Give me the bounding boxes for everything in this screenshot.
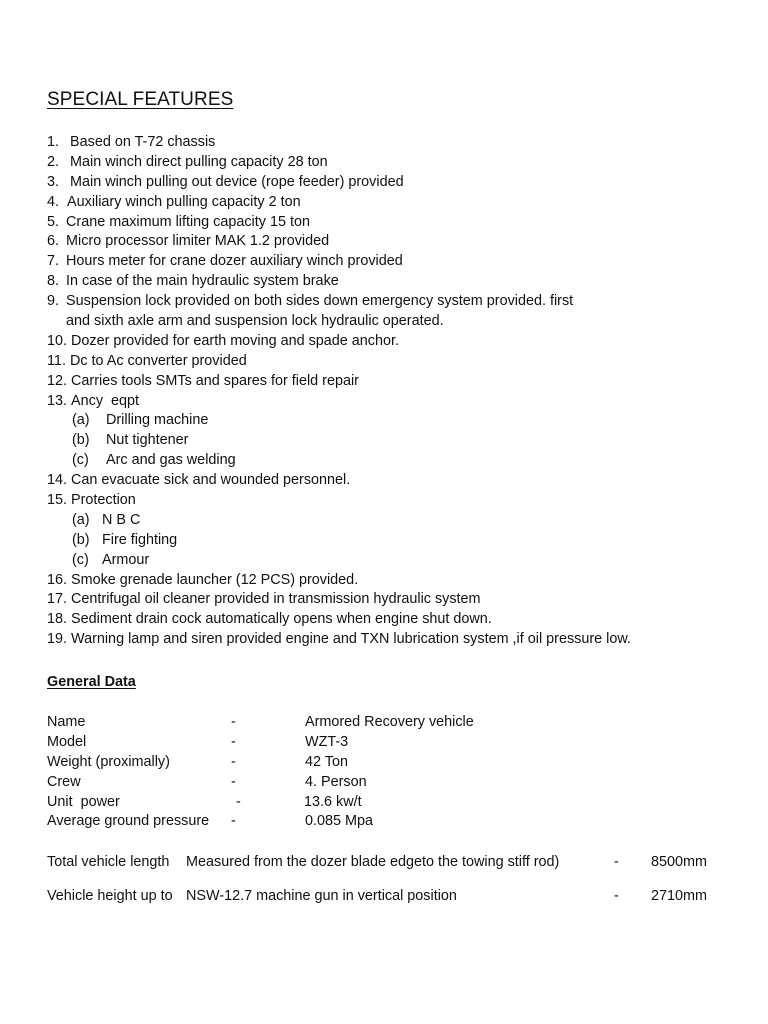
row-separator: - — [231, 773, 236, 790]
sub-item-text: Armour — [102, 551, 150, 568]
item-number: 9. — [47, 293, 60, 310]
list-item — [47, 213, 747, 233]
list-item — [47, 292, 747, 312]
row-label: Weight (proximally) — [47, 753, 170, 770]
list-item — [47, 372, 747, 392]
item-text: Protection — [71, 492, 136, 509]
list-item — [47, 193, 747, 213]
sub-item-text: Fire fighting — [102, 531, 178, 548]
item-text: Suspension lock provided on both sides down emergency system provided. first — [66, 293, 574, 310]
list-item — [47, 252, 747, 272]
list-item — [47, 173, 747, 193]
sub-item-label: (c) — [72, 551, 89, 568]
list-item — [47, 392, 747, 412]
list-item — [47, 153, 747, 173]
sub-item-text: Drilling machine — [106, 412, 209, 429]
sub-item-label: (c) — [72, 452, 89, 469]
sub-item — [47, 431, 747, 451]
row-separator: - — [231, 813, 236, 830]
item-text: Based on T-72 chassis — [70, 134, 216, 150]
row-label: Unit power — [47, 793, 120, 810]
item-number: 6. — [47, 233, 60, 250]
item-text: Carries tools SMTs and spares for field repair — [71, 372, 359, 389]
item-text: Sediment drain cock automatically opens when engine shut down. — [71, 611, 492, 628]
item-text: In case of the main hydraulic system brake — [66, 273, 339, 290]
item-number: 5. — [47, 213, 60, 230]
item-text: Main winch pulling out device (rope feeder) provided — [70, 173, 404, 190]
sub-item-label: (b) — [72, 432, 90, 449]
row-label: Crew — [47, 773, 81, 790]
sub-item-label: (a) — [72, 511, 90, 528]
row-separator: - — [231, 753, 236, 770]
row-separator: - — [231, 714, 236, 730]
general-data-heading: General Data — [47, 674, 136, 690]
row-label: Model — [47, 733, 87, 750]
item-number: 17. — [47, 591, 68, 608]
row-separator: - — [236, 793, 241, 810]
list-item — [47, 571, 747, 591]
item-text: Centrifugal oil cleaner provided in transmission hydraulic system — [71, 591, 481, 608]
sub-item — [47, 451, 747, 471]
row-separator: - — [231, 733, 236, 750]
item-text: Dozer provided for earth moving and spade anchor. — [71, 332, 399, 349]
row-value: 0.085 Mpa — [305, 813, 374, 830]
spec-description: Measured from the dozer blade edgeto the towing stiff rod) — [186, 854, 560, 870]
spec-label: Total vehicle length — [47, 854, 170, 870]
item-text: Dc to Ac converter provided — [69, 352, 247, 369]
item-number: 10. — [47, 332, 68, 349]
item-number: 11. — [47, 352, 66, 369]
item-text: Auxiliary winch pulling capacity 2 ton — [67, 193, 301, 210]
list-item — [47, 272, 747, 292]
item-number: 4. — [47, 193, 60, 210]
spec-row-length — [47, 852, 727, 872]
item-number: 18. — [47, 611, 68, 628]
sub-item — [47, 511, 747, 531]
spec-value: 2710mm — [651, 888, 707, 904]
sub-item-text: Nut tightener — [106, 432, 189, 449]
list-item-continuation — [47, 312, 747, 332]
item-number: 2. — [47, 153, 60, 170]
sub-item-text: Arc and gas welding — [106, 452, 236, 469]
spec-separator: - — [614, 888, 619, 904]
row-value: 42 Ton — [305, 753, 348, 770]
list-item — [47, 471, 747, 491]
row-value: 4. Person — [305, 773, 367, 790]
sub-item — [47, 551, 747, 571]
item-number: 1. — [47, 134, 60, 150]
item-number: 13. — [47, 392, 68, 409]
item-text: Main winch direct pulling capacity 28 ton — [70, 153, 328, 170]
item-number: 7. — [47, 253, 60, 270]
row-value: Armored Recovery vehicle — [305, 714, 474, 730]
item-text: Ancy eqpt — [71, 392, 140, 409]
item-text: Warning lamp and siren provided engine and TXN lubrication system ,if oil pressure low. — [71, 631, 631, 648]
sub-item — [47, 531, 747, 551]
list-item — [47, 590, 747, 610]
item-number: 12. — [47, 372, 68, 389]
list-item — [47, 332, 747, 352]
row-value: WZT-3 — [305, 733, 349, 750]
item-number: 15. — [47, 492, 68, 509]
sub-item-label: (b) — [72, 531, 90, 548]
spec-separator: - — [614, 854, 619, 870]
list-item — [47, 610, 747, 630]
row-label: Average ground pressure — [47, 813, 210, 830]
item-number: 14. — [47, 472, 68, 489]
spec-description: NSW-12.7 machine gun in vertical position — [186, 888, 457, 904]
item-text: Can evacuate sick and wounded personnel. — [71, 472, 351, 489]
item-number: 16. — [47, 571, 68, 588]
list-item — [47, 630, 747, 650]
item-text: Micro processor limiter MAK 1.2 provided — [66, 233, 330, 250]
sub-item — [47, 411, 747, 431]
list-item — [47, 133, 747, 153]
row-label: Name — [47, 714, 86, 730]
spec-label: Vehicle height up to — [47, 888, 173, 904]
sub-item-label: (a) — [72, 412, 90, 429]
item-text: Hours meter for crane dozer auxiliary winch provided — [66, 253, 403, 270]
list-item — [47, 491, 747, 511]
list-item — [47, 352, 747, 372]
spec-value: 8500mm — [651, 854, 707, 870]
row-value: 13.6 kw/t — [304, 793, 362, 810]
features-list — [47, 133, 747, 650]
item-number: 3. — [47, 173, 60, 190]
sub-item-text: N B C — [102, 511, 141, 528]
item-text: Crane maximum lifting capacity 15 ton — [66, 213, 310, 230]
spec-row-height — [47, 886, 727, 906]
page-title: SPECIAL FEATURES — [47, 89, 234, 110]
list-item — [47, 232, 747, 252]
item-text: Smoke grenade launcher (12 PCS) provided. — [71, 571, 359, 588]
item-number: 19. — [47, 631, 68, 648]
item-text: and sixth axle arm and suspension lock hydraulic operated. — [66, 313, 444, 330]
item-number: 8. — [47, 273, 60, 290]
